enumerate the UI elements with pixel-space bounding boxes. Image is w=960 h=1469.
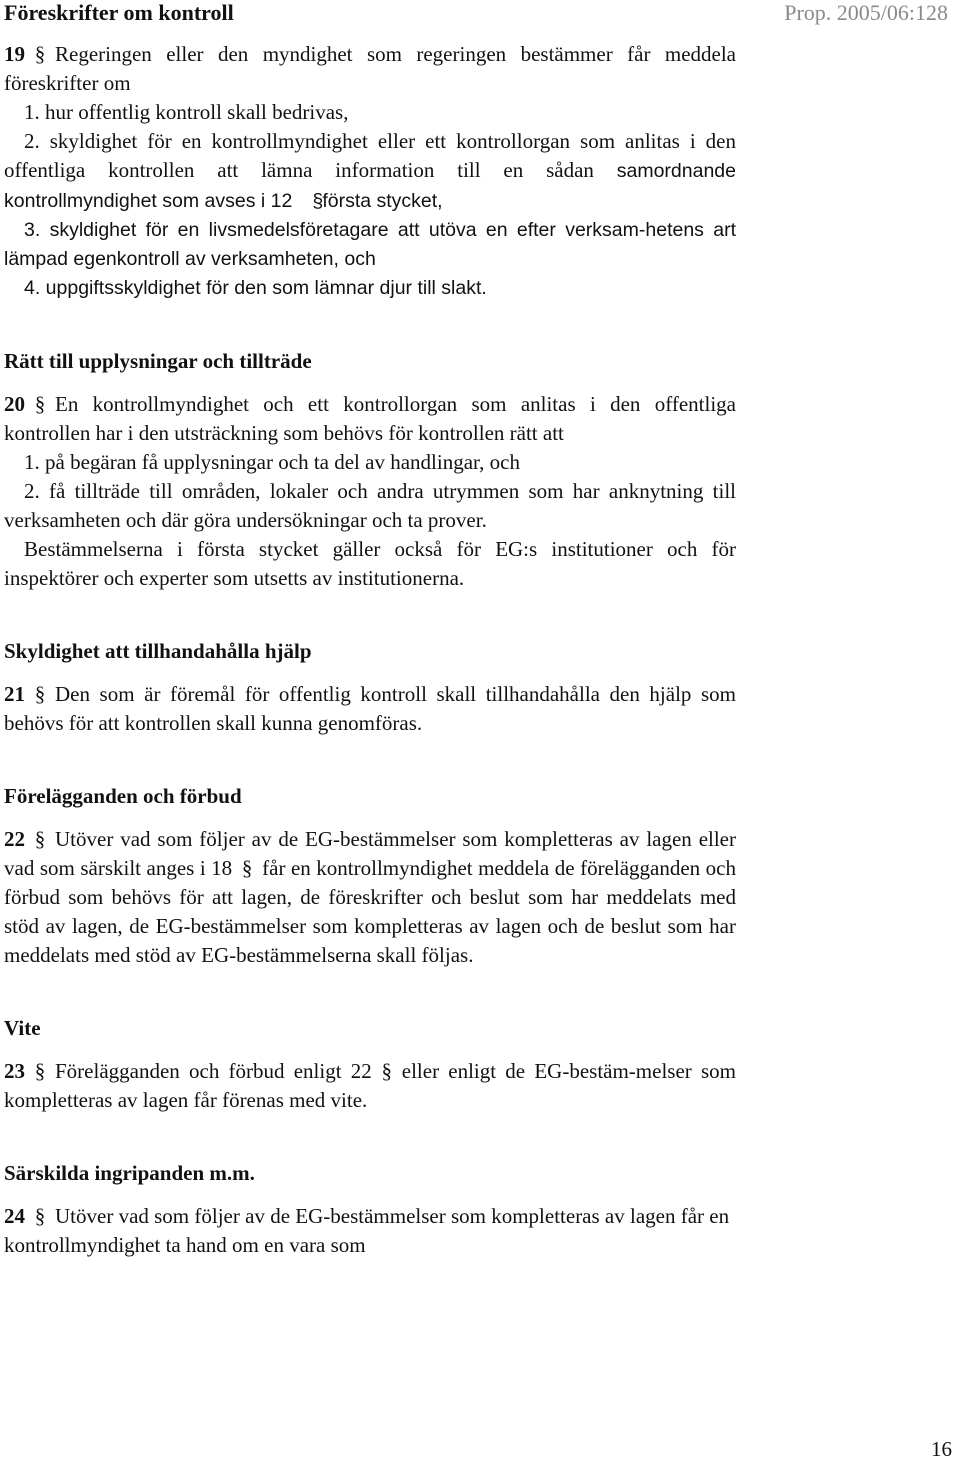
section-20-item-2: 2. få tillträde till områden, lokaler och andra utrymmen som har anknytning till verksamheten och där göra undersökningar och ta prover. — [4, 479, 736, 532]
section-21-text: Den som är föremål för offentlig kontroll skall tillhandahålla den hjälp som behövs för att kontrollen skall kunna genomföras. — [4, 682, 736, 735]
section-22-text-a: Utöver vad som följer av de EG-bestämmelser som kompletteras av lagen eller vad som särskilt anges i 18 — [4, 827, 736, 880]
heading-ratt-till-upplysningar: Rätt till upplysningar och tillträde — [4, 349, 312, 373]
section-19-number: 19 — [4, 42, 25, 66]
section-20-intro-text: En kontrollmyndighet och ett kontrollorgan som anlitas i den offentliga kontrollen har i den utsträckning som behövs för kontrollen rätt att — [4, 392, 736, 445]
page-header — [4, 0, 948, 32]
section-24-number: 24 — [4, 1204, 25, 1228]
section-22-number: 22 — [4, 827, 25, 851]
section-23-number: 23 — [4, 1059, 25, 1083]
chapter-title: Föreskrifter om kontroll — [4, 0, 234, 25]
section-sign-icon: § — [241, 856, 253, 880]
section-19-intro — [4, 40, 736, 98]
heading-forelagganden: Förelägganden och förbud — [4, 784, 242, 808]
section-24 — [4, 1202, 736, 1260]
section-23-text-b: eller enligt de EG-bestäm-melser som kompletteras av lagen får förenas med vite. — [4, 1059, 736, 1112]
section-21-number: 21 — [4, 682, 25, 706]
section-sign-icon: § — [34, 1204, 46, 1228]
section-19-item-3: 3. skyldighet för en livsmedelsföretagare att utöva en efter verksam-hetens art lämpad egenkontroll av verksamheten, och — [4, 219, 736, 270]
section-20-paragraph-2: Bestämmelserna i första stycket gäller också för EG:s institutioner och för inspektörer och experter som utsetts av institutionerna. — [4, 537, 736, 590]
document-body — [4, 40, 736, 1260]
section-sign-icon: § — [34, 1059, 46, 1083]
section-sign-icon: § — [34, 42, 46, 66]
section-sign-icon: § — [312, 190, 324, 212]
section-22 — [4, 825, 736, 970]
section-19-item-2-end: första stycket, — [322, 190, 443, 212]
section-19-item-1: 1. hur offentlig kontroll skall bedrivas, — [24, 100, 349, 124]
heading-skyldighet: Skyldighet att tillhandahålla hjälp — [4, 639, 312, 663]
section-sign-icon: § — [381, 1059, 393, 1083]
section-sign-icon: § — [34, 682, 46, 706]
section-20-intro — [4, 390, 736, 448]
section-sign-icon: § — [34, 392, 46, 416]
section-20-item-1: 1. på begäran få upplysningar och ta del av handlingar, och — [24, 450, 520, 474]
section-20-number: 20 — [4, 392, 25, 416]
page-number: 16 — [931, 1437, 952, 1461]
section-19-intro-text: Regeringen eller den myndighet som regeringen bestämmer får meddela föreskrifter om — [4, 42, 736, 95]
section-21 — [4, 680, 736, 738]
section-22-text-b: får en kontrollmyndighet meddela de förelägganden och förbud som behövs för att lagen, de föreskrifter och beslut som har meddelats med stöd av lagen, de EG-bestämmelser som kompletteras av lagen och de beslut som har meddelats med stöd av EG-bestämmelserna skall följas. — [4, 856, 736, 967]
heading-sarskilda-ingripanden: Särskilda ingripanden m.m. — [4, 1161, 255, 1185]
heading-vite: Vite — [4, 1016, 41, 1040]
section-19-item-2-cont: samordnande kontrollmyndighet som avses i 12 — [4, 160, 736, 212]
section-24-text: Utöver vad som följer av de EG-bestämmelser som kompletteras av lagen får en kontrollmyndighet ta hand om en vara som — [4, 1204, 730, 1257]
section-19-item-2: 2. skyldighet för en kontrollmyndighet eller ett kontrollorgan som anlitas i den offentliga kontrollen att lämna information till en sådan samordnande kontrollmyndighet som avses i 12 §första stycket, — [4, 127, 736, 216]
section-sign-icon: § — [34, 827, 46, 851]
section-23-text-a: Förelägganden och förbud enligt 22 — [55, 1059, 372, 1083]
proposition-reference: Prop. 2005/06:128 — [784, 0, 948, 25]
section-23 — [4, 1057, 736, 1115]
section-19-item-4: 4. uppgiftsskyldighet för den som lämnar djur till slakt. — [24, 277, 487, 299]
